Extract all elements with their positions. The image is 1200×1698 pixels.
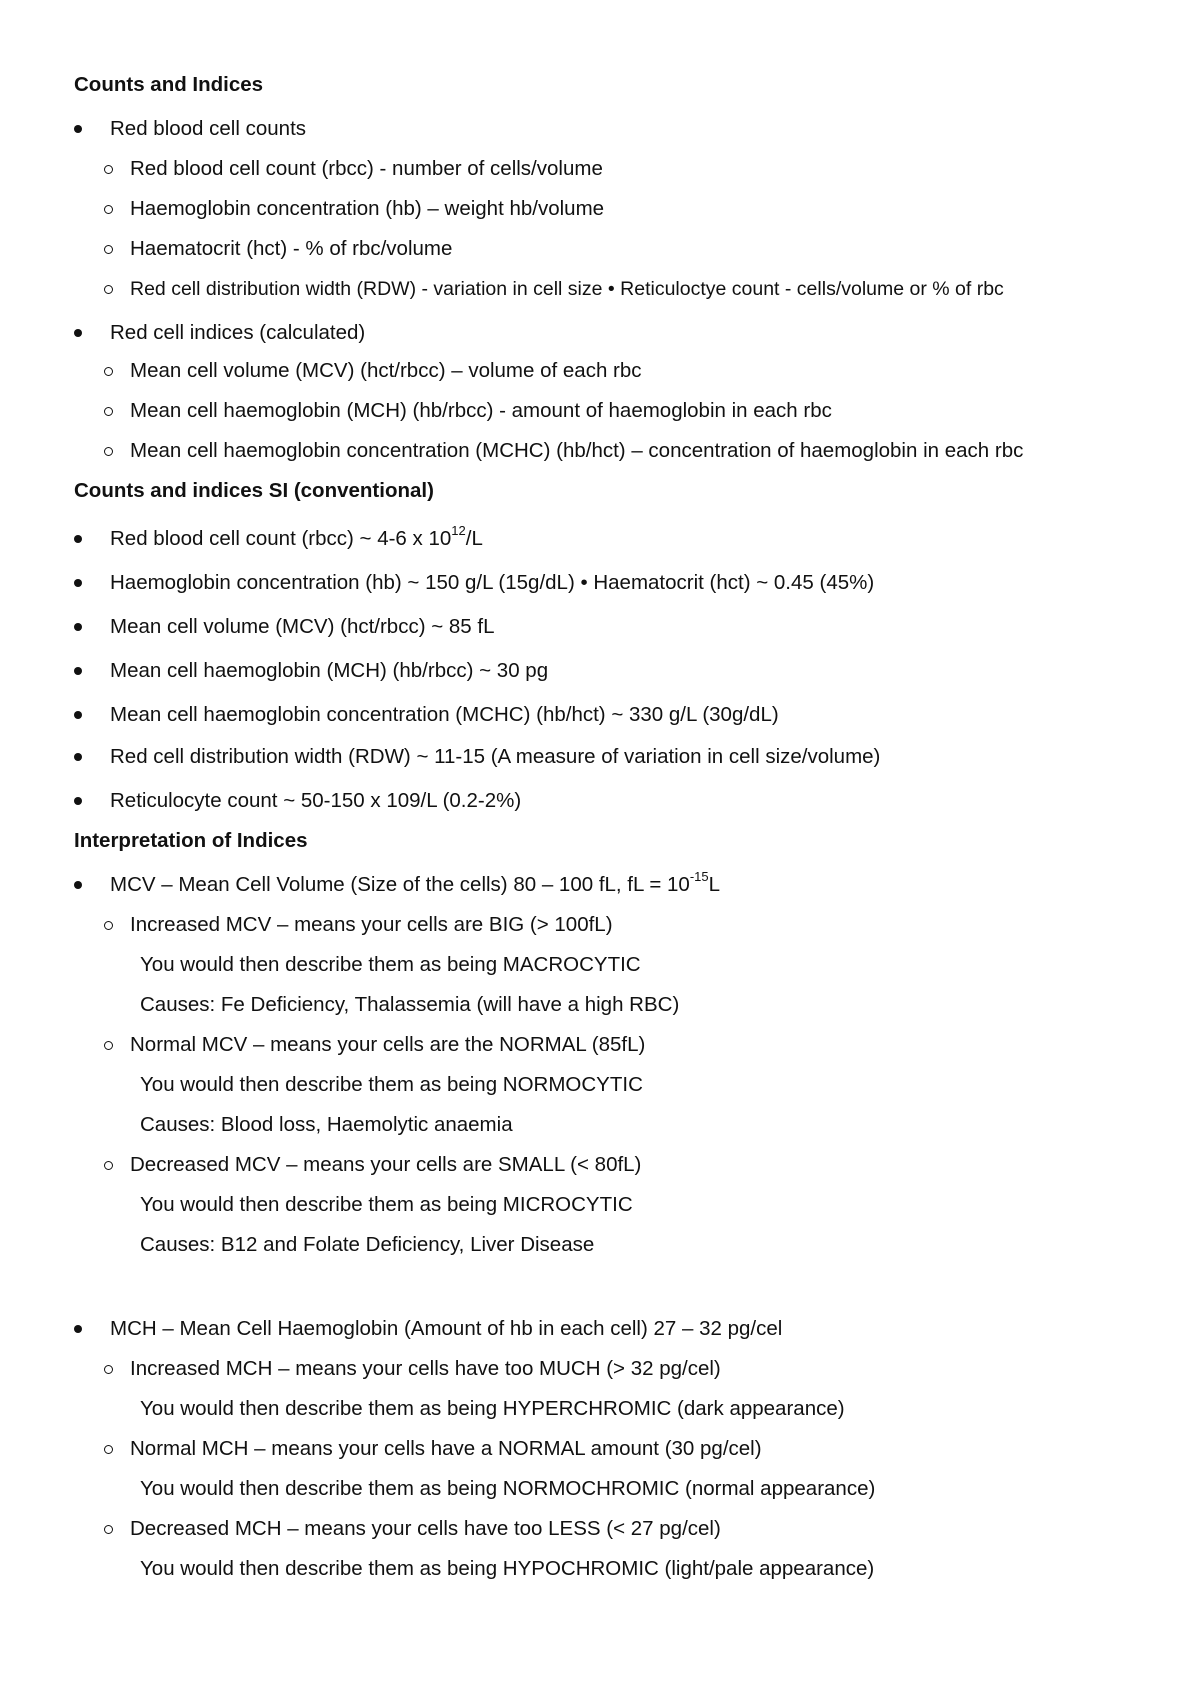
bullet-disc-icon (74, 667, 82, 675)
bullet-ring-icon (104, 1445, 113, 1454)
bullet-text: MCH – Mean Cell Haemoglobin (Amount of hb in each cell) 27 – 32 pg/cel (110, 1317, 783, 1340)
bullet-disc-icon (74, 623, 82, 631)
bullet-text: Mean cell volume (MCV) (hct/rbcc) ~ 85 fL (110, 615, 495, 638)
sub-bullet-text: Increased MCV – means your cells are BIG (> 100fL) (130, 913, 613, 936)
bullet-ring-icon (104, 921, 113, 930)
causes-line: Causes: Blood loss, Haemolytic anaemia (140, 1113, 513, 1136)
mcv-title-suffix: L (708, 873, 721, 896)
sub-bullet-text: Red blood cell count (rbcc) - number of cells/volume (130, 157, 603, 180)
bullet-disc-icon (74, 535, 82, 543)
bullet-disc-icon (74, 711, 82, 719)
bullet-disc-icon (74, 753, 82, 761)
sub-bullet-text: Decreased MCH – means your cells have too LESS (< 27 pg/cel) (130, 1517, 721, 1540)
description-line: You would then describe them as being MICROCYTIC (140, 1193, 633, 1216)
sub-bullet-text: Mean cell volume (MCV) (hct/rbcc) – volume of each rbc (130, 359, 642, 382)
heading-counts-and-indices: Counts and Indices (74, 73, 264, 96)
description-line: You would then describe them as being NORMOCHROMIC (normal appearance) (140, 1477, 876, 1500)
description-line: You would then describe them as being HYPERCHROMIC (dark appearance) (140, 1397, 845, 1420)
heading-interpretation: Interpretation of Indices (74, 829, 308, 852)
causes-line: Causes: B12 and Folate Deficiency, Liver Disease (140, 1233, 595, 1256)
bullet-ring-icon (104, 285, 113, 294)
bullet-ring-icon (104, 165, 113, 174)
sub-bullet-text: Haematocrit (hct) - % of rbc/volume (130, 237, 453, 260)
sub-bullet-text: Normal MCV – means your cells are the NORMAL (85fL) (130, 1033, 646, 1056)
bullet-disc-icon (74, 1325, 82, 1333)
bullet-disc-icon (74, 797, 82, 805)
sub-bullet-text: Mean cell haemoglobin (MCH) (hb/rbcc) - amount of haemoglobin in each rbc (130, 399, 832, 422)
bullet-disc-icon (74, 125, 82, 133)
bullet-ring-icon (104, 407, 113, 416)
heading-counts-si: Counts and indices SI (conventional) (74, 479, 434, 502)
sub-bullet-text: Increased MCH – means your cells have too MUCH (> 32 pg/cel) (130, 1357, 721, 1380)
bullet-text: Reticulocyte count ~ 50-150 x 109/L (0.2-2%) (110, 789, 522, 812)
bullet-text: Red cell distribution width (RDW) ~ 11-15 (A measure of variation in cell size/volume) (110, 745, 881, 768)
description-line: You would then describe them as being HYPOCHROMIC (light/pale appearance) (140, 1557, 875, 1580)
bullet-text: Red cell indices (calculated) (110, 321, 366, 344)
bullet-text (110, 523, 483, 552)
rbcc-prefix: Red blood cell count (rbcc) ~ 4-6 x 10 (110, 527, 452, 550)
bullet-ring-icon (104, 205, 113, 214)
sub-bullet-text: Haemoglobin concentration (hb) – weight hb/volume (130, 197, 605, 220)
bullet-disc-icon (74, 881, 82, 889)
bullet-disc-icon (74, 579, 82, 587)
causes-line: Causes: Fe Deficiency, Thalassemia (will have a high RBC) (140, 993, 680, 1016)
bullet-ring-icon (104, 1041, 113, 1050)
bullet-text: Haemoglobin concentration (hb) ~ 150 g/L (15g/dL) • Haematocrit (hct) ~ 0.45 (45%) (110, 571, 875, 594)
sub-bullet-text: Red cell distribution width (RDW) - variation in cell size • Reticuloctye count - cells/volume or % of rbc (130, 278, 1004, 300)
description-line: You would then describe them as being MACROCYTIC (140, 953, 641, 976)
mcv-title-exponent: -15 (689, 869, 709, 885)
bullet-disc-icon (74, 329, 82, 337)
bullet-ring-icon (104, 1365, 113, 1374)
description-line: You would then describe them as being NORMOCYTIC (140, 1073, 643, 1096)
sub-bullet-text: Normal MCH – means your cells have a NORMAL amount (30 pg/cel) (130, 1437, 762, 1460)
bullet-text: Red blood cell counts (110, 117, 307, 140)
sub-bullet-text: Decreased MCV – means your cells are SMALL (< 80fL) (130, 1153, 642, 1176)
bullet-ring-icon (104, 1525, 113, 1534)
bullet-text: Mean cell haemoglobin (MCH) (hb/rbcc) ~ 30 pg (110, 659, 549, 682)
bullet-text: Mean cell haemoglobin concentration (MCHC) (hb/hct) ~ 330 g/L (30g/dL) (110, 703, 779, 726)
sub-bullet-text: Mean cell haemoglobin concentration (MCHC) (hb/hct) – concentration of haemoglobin in each rbc (130, 439, 1024, 462)
mcv-title-prefix: MCV – Mean Cell Volume (Size of the cells) 80 – 100 fL, fL = 10 (110, 873, 690, 896)
rbcc-suffix: /L (465, 527, 483, 550)
rbcc-exponent: 12 (451, 523, 466, 539)
bullet-ring-icon (104, 245, 113, 254)
bullet-ring-icon (104, 367, 113, 376)
bullet-ring-icon (104, 447, 113, 456)
bullet-ring-icon (104, 1161, 113, 1170)
bullet-text (110, 869, 721, 898)
